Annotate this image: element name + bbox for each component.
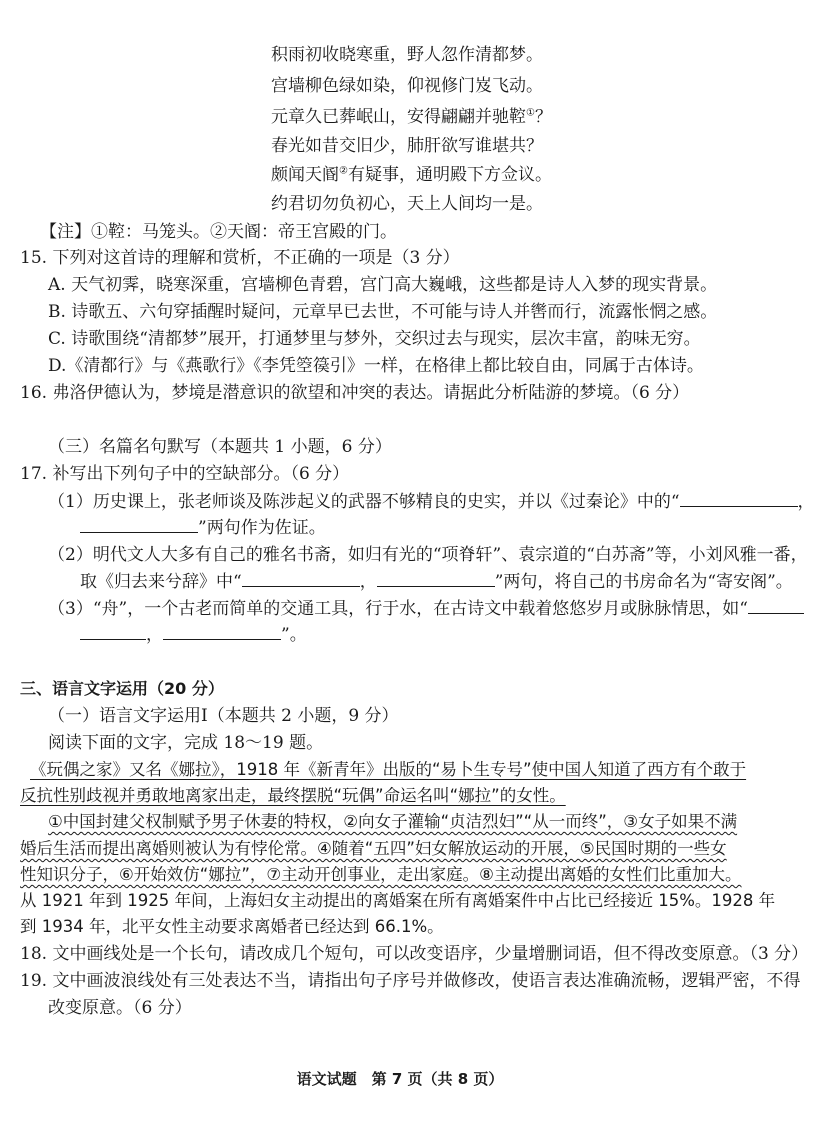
q17-part3-line1	[48, 597, 804, 620]
passage-line-6: 从 1921 年到 1925 年间，上海妇女主动提出的离婚案在所有离婚案件中占比已经接近 15%。1928 年	[20, 891, 776, 910]
poem-note: 【注】①鞚：马笼头。②天阍：帝王宫殿的门。	[40, 222, 397, 242]
passage-underlined-2: 反抗性别歧视并勇敢地离家出走，最终摆脱“玩偶”命运名叫“娜拉”的女性。	[20, 786, 566, 805]
poem-line-3	[271, 106, 552, 128]
q17-part2-text-d: ”两句，将自己的书房命名为“寄安阁”。	[494, 572, 793, 592]
footnote-mark-2: ②	[339, 165, 348, 177]
q17-part2-text-b: 取《归去来兮辞》中“	[80, 572, 242, 592]
passage-wavy-3: 性知识分子，⑥开始效仿“娜拉”，⑦主动开创事业，走出家庭。⑧主动提出离婚的女性们比重加大。	[20, 865, 742, 884]
poem-line-3-end: ？	[534, 107, 552, 127]
passage-line-4	[20, 838, 727, 860]
q17-part1-text-c: ”两句作为佐证。	[198, 518, 326, 538]
q17-blank-6[interactable]	[80, 623, 146, 640]
q17-part3-line2	[80, 623, 307, 646]
q17-blank-7[interactable]	[163, 623, 281, 640]
q17-part3-text-c: ”。	[281, 625, 307, 645]
q17-blank-2[interactable]	[80, 516, 198, 533]
passage-line-7: 到 1934 年，北平女性主动要求离婚者已经达到 66.1%。	[20, 917, 444, 936]
poem-line-5	[271, 164, 552, 186]
passage-wavy-2: 婚后生活而提出离婚则被认为有悖伦常。④随着“五四”妇女解放运动的开展，⑤民国时期的一些女	[20, 839, 727, 858]
footnote-mark-1: ①	[526, 107, 535, 119]
q17-blank-1[interactable]	[680, 490, 798, 507]
q17-part1-line2	[80, 516, 326, 539]
part3-subheading: （一）语言文字运用Ⅰ（本题共 2 小题，9 分）	[48, 706, 399, 726]
q15-option-a: A. 天气初霁，晓寒深重，宫墙柳色青碧，宫门高大巍峨，这些都是诗人入梦的现实背景。	[48, 275, 718, 295]
q19-stem-line2: 改变原意。（6 分）	[48, 998, 192, 1018]
q17-stem: 17. 补写出下列句子中的空缺部分。（6 分）	[20, 464, 350, 484]
page-footer: 语文试题 第 7 页（共 8 页）	[296, 1070, 504, 1088]
passage-line-2	[20, 785, 566, 807]
reading-prompt: 阅读下面的文字，完成 18～19 题。	[48, 733, 324, 753]
q17-part1-text-a: （1）历史课上，张老师谈及陈涉起义的武器不够精良的史实，并以《过秦论》中的“	[48, 492, 680, 512]
passage-underlined-1: 《玩偶之家》又名《娜拉》，1918 年《新青年》出版的“易卜生专号”使中国人知道了西方有个敢于	[30, 760, 747, 779]
poem-line-5-b: 有疑事，通明殿下方佥议。	[347, 165, 552, 185]
poem-line-6: 约君切勿负初心，天上人间均一是。	[271, 194, 543, 214]
q17-part2-comma: ，	[359, 572, 377, 592]
passage-wavy-1: ①中国封建父权制赋予男子休妻的特权，②向女子灌输“贞洁烈妇”“从一而终”，③女子如果不满	[48, 812, 738, 831]
q15-option-b: B. 诗歌五、六句穿插醒时疑问，元章早已去世，不可能与诗人并辔而行，流露怅惘之感。	[48, 302, 718, 322]
passage-line-5	[20, 864, 741, 886]
q17-blank-4[interactable]	[377, 570, 495, 587]
q17-part3-text-a: （3）“舟”，一个古老而简单的交通工具，行于水，在古诗文中载着悠悠岁月或脉脉情思，如“	[48, 599, 748, 619]
q17-part1-line1	[48, 490, 815, 513]
part3-heading: 三、语言文字运用（20 分）	[20, 679, 224, 698]
poem-line-1: 积雨初收晓寒重，野人忽作清都梦。	[271, 45, 543, 65]
q15-option-d: D.《清都行》与《燕歌行》《李凭箜篌引》一样，在格律上都比较自由，同属于古体诗。	[48, 356, 704, 376]
q18-stem: 18. 文中画线处是一个长句，请改成几个短句，可以改变语序，少量增删词语，但不得改变原意。（3 分）	[20, 944, 809, 964]
q17-part3-comma: ，	[146, 625, 163, 645]
poem-line-2: 宫墙柳色绿如染，仰视修门岌飞动。	[271, 76, 543, 96]
q17-part2-line2	[80, 570, 793, 593]
poem-line-4: 春光如昔交旧少，肺肝欲写谁堪共？	[271, 136, 543, 156]
q19-stem-line1: 19. 文中画波浪线处有三处表达不当，请指出句子序号并做修改，使语言表达准确流畅，逻辑严密，不得	[20, 971, 801, 991]
passage-line-1	[30, 759, 746, 781]
q15-stem: 15. 下列对这首诗的理解和赏析，不正确的一项是（3 分）	[20, 248, 460, 268]
poem-line-3-text: 元章久已葬岷山，安得翩翩并驰鞚	[271, 107, 526, 127]
poem-line-5-a: 颇闻天阍	[271, 165, 339, 185]
passage-line-3	[48, 811, 737, 833]
q16-stem: 16. 弗洛伊德认为，梦境是潜意识的欲望和冲突的表达。请据此分析陆游的梦境。（6 分）	[20, 383, 690, 403]
q17-part2-line1: （2）明代文人大多有自己的雅名书斋，如归有光的“项脊轩”、袁宗道的“白苏斋”等，小刘风雅一番，	[48, 545, 808, 565]
q17-part1-comma: ，	[797, 492, 815, 512]
q17-blank-3[interactable]	[242, 570, 360, 587]
q15-option-c: C. 诗歌围绕“清都梦”展开，打通梦里与梦外，交织过去与现实，层次丰富，韵味无穷。	[48, 329, 701, 349]
section-recitation-heading: （三）名篇名句默写（本题共 1 小题，6 分）	[48, 437, 392, 457]
q17-blank-5[interactable]	[748, 597, 804, 614]
